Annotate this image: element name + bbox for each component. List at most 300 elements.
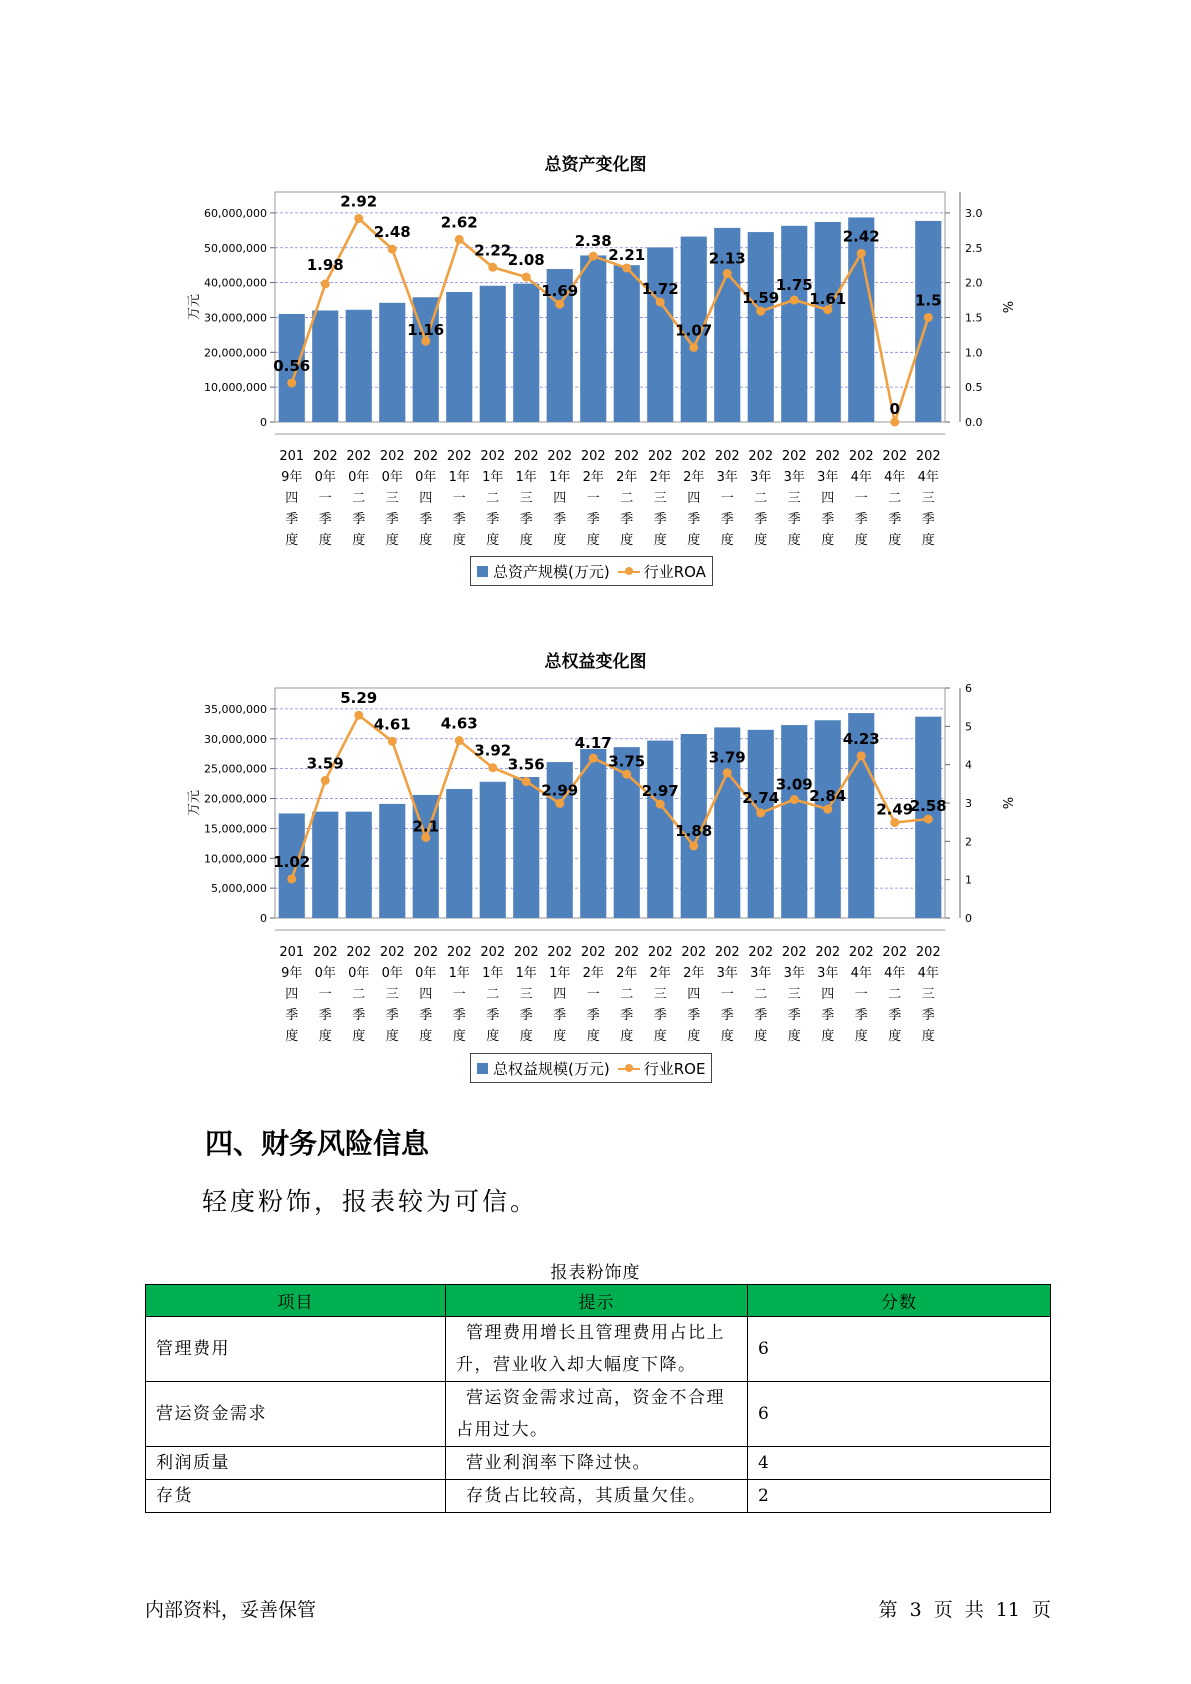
line-point xyxy=(723,269,732,278)
x-tick-label: 度 xyxy=(586,533,600,548)
x-tick-label: 0年 xyxy=(348,470,370,485)
x-tick-label: 202 xyxy=(815,449,841,464)
x-tick-label: 202 xyxy=(379,945,405,960)
section-heading: 四、财务风险信息 xyxy=(205,1127,430,1160)
x-tick-label: 202 xyxy=(413,945,439,960)
y2-tick-label: 2.0 xyxy=(965,276,983,290)
x-tick-label: 202 xyxy=(714,449,740,464)
y-tick-label: 0 xyxy=(260,416,267,429)
x-tick-label: 4年 xyxy=(850,470,872,485)
bar xyxy=(446,292,472,422)
x-tick-label: 一 xyxy=(318,987,332,1002)
x-tick-label: 202 xyxy=(781,449,807,464)
x-tick-label: 202 xyxy=(681,449,707,464)
table-header-row xyxy=(146,1285,1051,1317)
line-point xyxy=(287,378,296,387)
x-tick-label: 度 xyxy=(519,533,533,548)
x-tick-label: 度 xyxy=(754,1029,768,1044)
x-tick-label: 一 xyxy=(854,987,868,1002)
bar xyxy=(647,247,673,422)
x-tick-label: 一 xyxy=(720,987,734,1002)
table-row xyxy=(146,1317,1051,1382)
x-tick-label: 201 xyxy=(279,945,305,960)
x-tick-label: 度 xyxy=(854,1029,868,1044)
data-label: 1.59 xyxy=(742,289,780,308)
bar xyxy=(346,310,372,422)
line-point xyxy=(857,751,866,760)
x-tick-label: 3年 xyxy=(750,966,772,981)
x-tick-label: 季 xyxy=(385,512,399,527)
x-tick-label: 2年 xyxy=(616,966,638,981)
bar xyxy=(781,725,807,918)
x-tick-label: 202 xyxy=(580,449,606,464)
line-point xyxy=(287,874,296,883)
bar xyxy=(346,812,372,918)
x-tick-label: 三 xyxy=(519,491,533,506)
data-label: 4.17 xyxy=(574,734,612,753)
total-assets-legend xyxy=(470,556,713,586)
data-label: 2.49 xyxy=(876,800,914,819)
x-tick-label: 二 xyxy=(620,987,634,1002)
y-tick-label: 25,000,000 xyxy=(204,762,267,776)
x-tick-label: 二 xyxy=(352,491,366,506)
data-label: 2.21 xyxy=(608,245,646,264)
y2-tick-label: 4 xyxy=(965,758,972,772)
x-tick-label: 202 xyxy=(647,945,673,960)
data-label: 1.07 xyxy=(675,321,713,340)
legend-line-label: 行业ROE xyxy=(643,1059,706,1078)
x-tick-label: 3年 xyxy=(817,966,839,981)
x-tick-label: 度 xyxy=(352,533,366,548)
x-tick-label: 二 xyxy=(754,987,768,1002)
x-tick-label: 202 xyxy=(547,945,573,960)
legend-line-label: 行业ROA xyxy=(643,562,706,581)
risk-table xyxy=(145,1284,1051,1513)
row-score: 2 xyxy=(748,1480,1051,1513)
bar xyxy=(580,749,606,918)
y2-tick-label: 1.0 xyxy=(965,346,983,360)
legend-bar-label: 总资产规模(万元) xyxy=(493,562,610,581)
y2-tick-label: 0.0 xyxy=(965,416,983,429)
data-label: 4.61 xyxy=(373,715,411,734)
x-tick-label: 季 xyxy=(285,1008,299,1023)
x-tick-label: 202 xyxy=(815,945,841,960)
x-tick-label: 202 xyxy=(312,449,338,464)
x-tick-label: 0年 xyxy=(381,470,403,485)
x-tick-label: 度 xyxy=(419,1029,433,1044)
data-label: 5.29 xyxy=(340,689,378,708)
x-tick-label: 度 xyxy=(720,533,734,548)
row-hint xyxy=(446,1480,748,1513)
x-tick-label: 度 xyxy=(821,533,835,548)
x-tick-label: 度 xyxy=(285,533,299,548)
x-tick-label: 三 xyxy=(519,987,533,1002)
x-tick-label: 2年 xyxy=(616,470,638,485)
total-equity-legend xyxy=(470,1053,712,1083)
line-point xyxy=(388,245,397,254)
x-tick-label: 季 xyxy=(419,512,433,527)
line-point xyxy=(522,777,531,786)
x-tick-label: 一 xyxy=(452,491,466,506)
x-tick-label: 二 xyxy=(620,491,634,506)
y2-axis-title: % xyxy=(999,300,1014,314)
x-tick-label: 2年 xyxy=(649,966,671,981)
line-point xyxy=(488,263,497,272)
x-tick-label: 季 xyxy=(452,1008,466,1023)
row-score: 6 xyxy=(748,1317,1051,1382)
x-tick-label: 三 xyxy=(787,987,801,1002)
data-label: 4.23 xyxy=(842,729,880,748)
x-tick-label: 季 xyxy=(687,512,701,527)
data-label: 1.16 xyxy=(407,321,445,340)
x-tick-label: 季 xyxy=(821,512,835,527)
x-tick-label: 4年 xyxy=(884,470,906,485)
x-tick-label: 季 xyxy=(687,1008,701,1023)
x-tick-label: 季 xyxy=(486,512,500,527)
x-tick-label: 202 xyxy=(681,945,707,960)
line-point xyxy=(455,736,464,745)
x-tick-label: 202 xyxy=(446,449,472,464)
x-tick-label: 季 xyxy=(821,1008,835,1023)
x-tick-label: 一 xyxy=(318,491,332,506)
hint-line: 升，营业收入却大幅度下降。 xyxy=(456,1355,697,1375)
y-tick-label: 30,000,000 xyxy=(204,311,267,325)
hint-line: 管理费用增长且管理费用占比上 xyxy=(466,1323,725,1343)
line-point xyxy=(823,805,832,814)
x-tick-label: 季 xyxy=(620,512,634,527)
line-point xyxy=(321,776,330,785)
x-tick-label: 季 xyxy=(888,512,902,527)
row-item: 营运资金需求 xyxy=(146,1382,446,1447)
x-tick-label: 度 xyxy=(419,533,433,548)
x-tick-label: 四 xyxy=(419,491,433,506)
y2-tick-label: 3.0 xyxy=(965,206,983,220)
bar xyxy=(748,730,774,918)
x-tick-label: 202 xyxy=(312,945,338,960)
row-hint xyxy=(446,1382,748,1447)
x-tick-label: 四 xyxy=(687,987,701,1002)
data-label: 2.99 xyxy=(541,781,579,800)
table-row xyxy=(146,1480,1051,1513)
x-tick-label: 1年 xyxy=(448,966,470,981)
x-tick-label: 202 xyxy=(748,449,774,464)
bar xyxy=(312,812,338,918)
x-tick-label: 度 xyxy=(318,533,332,548)
x-tick-label: 季 xyxy=(921,1008,935,1023)
y-tick-label: 20,000,000 xyxy=(204,792,267,806)
bar xyxy=(480,286,506,422)
bar xyxy=(848,217,874,422)
x-tick-label: 202 xyxy=(513,945,539,960)
x-tick-label: 度 xyxy=(620,533,634,548)
data-label: 2.38 xyxy=(574,232,612,251)
line-point xyxy=(689,841,698,850)
x-tick-label: 4年 xyxy=(917,470,939,485)
x-tick-label: 季 xyxy=(854,1008,868,1023)
hint-line: 营业利润率下降过快。 xyxy=(466,1453,651,1473)
x-tick-label: 季 xyxy=(553,1008,567,1023)
data-label: 1.02 xyxy=(273,852,311,871)
x-tick-label: 1年 xyxy=(549,470,571,485)
x-tick-label: 一 xyxy=(854,491,868,506)
x-tick-label: 度 xyxy=(921,533,935,548)
data-label: 3.09 xyxy=(775,775,813,794)
x-tick-label: 202 xyxy=(413,449,439,464)
x-tick-label: 四 xyxy=(821,491,835,506)
y-tick-label: 30,000,000 xyxy=(204,732,267,746)
line-point xyxy=(622,263,631,272)
x-tick-label: 202 xyxy=(346,945,372,960)
x-tick-label: 2年 xyxy=(683,966,705,981)
x-tick-label: 二 xyxy=(352,987,366,1002)
data-label: 3.92 xyxy=(474,741,512,760)
data-label: 0 xyxy=(889,400,900,418)
x-tick-label: 季 xyxy=(285,512,299,527)
data-label: 3.75 xyxy=(608,752,646,771)
line-point xyxy=(455,235,464,244)
row-score: 6 xyxy=(748,1382,1051,1447)
y-axis-title: 万元 xyxy=(187,293,202,321)
x-tick-label: 季 xyxy=(318,1008,332,1023)
y-tick-label: 15,000,000 xyxy=(204,822,267,836)
x-tick-label: 度 xyxy=(687,1029,701,1044)
x-tick-label: 度 xyxy=(318,1029,332,1044)
row-hint xyxy=(446,1447,748,1480)
x-tick-label: 202 xyxy=(647,449,673,464)
bar xyxy=(815,720,841,918)
x-tick-label: 202 xyxy=(748,945,774,960)
x-tick-label: 202 xyxy=(714,945,740,960)
bar xyxy=(379,804,405,918)
x-tick-label: 度 xyxy=(653,1029,667,1044)
y-tick-label: 0 xyxy=(260,912,267,925)
x-tick-label: 四 xyxy=(285,491,299,506)
x-tick-label: 度 xyxy=(620,1029,634,1044)
hint-line: 营运资金需求过高，资金不合理 xyxy=(466,1388,725,1408)
y-tick-label: 60,000,000 xyxy=(204,206,267,220)
bar xyxy=(513,284,539,422)
y-tick-label: 5,000,000 xyxy=(211,882,267,896)
data-label: 2.13 xyxy=(708,249,746,268)
x-tick-label: 一 xyxy=(452,987,466,1002)
x-tick-label: 度 xyxy=(553,533,567,548)
data-label: 3.56 xyxy=(507,755,545,774)
x-tick-label: 季 xyxy=(754,512,768,527)
bar xyxy=(647,741,673,918)
data-label: 1.98 xyxy=(306,256,344,274)
data-label: 2.42 xyxy=(842,227,880,246)
x-tick-label: 2年 xyxy=(649,470,671,485)
x-tick-label: 三 xyxy=(921,491,935,506)
y2-tick-label: 2.5 xyxy=(965,241,983,255)
total-equity-chart xyxy=(0,676,1191,1096)
x-tick-label: 202 xyxy=(882,449,908,464)
bar xyxy=(580,255,606,422)
x-tick-label: 度 xyxy=(385,1029,399,1044)
bar xyxy=(748,232,774,422)
x-tick-label: 三 xyxy=(385,491,399,506)
x-tick-label: 202 xyxy=(614,945,640,960)
line-point xyxy=(589,252,598,261)
row-item: 管理费用 xyxy=(146,1317,446,1382)
x-tick-label: 3年 xyxy=(716,470,738,485)
y-tick-label: 10,000,000 xyxy=(204,852,267,866)
bar xyxy=(513,777,539,918)
x-tick-label: 季 xyxy=(754,1008,768,1023)
x-tick-label: 二 xyxy=(754,491,768,506)
bar-swatch-icon xyxy=(477,566,488,577)
hint-line: 存货占比较高，其质量欠佳。 xyxy=(466,1486,707,1506)
x-tick-label: 202 xyxy=(848,449,874,464)
x-tick-label: 季 xyxy=(921,512,935,527)
line-point xyxy=(488,763,497,772)
x-tick-label: 度 xyxy=(653,533,667,548)
x-tick-label: 季 xyxy=(586,1008,600,1023)
x-tick-label: 季 xyxy=(352,512,366,527)
line-swatch-icon xyxy=(618,566,640,577)
x-tick-label: 度 xyxy=(720,1029,734,1044)
y2-tick-label: 1.5 xyxy=(965,311,983,325)
legend-bar-label: 总权益规模(万元) xyxy=(493,1059,610,1078)
x-tick-label: 季 xyxy=(888,1008,902,1023)
data-label: 2.62 xyxy=(440,213,478,232)
hint-line: 占用过大。 xyxy=(456,1420,549,1440)
y2-tick-label: 5 xyxy=(965,720,972,734)
y2-tick-label: 2 xyxy=(965,835,972,849)
x-tick-label: 1年 xyxy=(482,470,504,485)
x-tick-label: 一 xyxy=(586,491,600,506)
data-label: 2.48 xyxy=(373,223,411,242)
x-tick-label: 202 xyxy=(848,945,874,960)
data-label: 4.63 xyxy=(440,714,478,733)
x-tick-label: 202 xyxy=(480,449,506,464)
x-tick-label: 季 xyxy=(653,512,667,527)
x-tick-label: 4年 xyxy=(884,966,906,981)
x-tick-label: 四 xyxy=(821,987,835,1002)
data-label: 3.79 xyxy=(708,748,746,767)
table-caption: 报表粉饰度 xyxy=(550,1263,641,1283)
data-label: 1.75 xyxy=(775,276,813,295)
y-tick-label: 50,000,000 xyxy=(204,241,267,255)
x-tick-label: 202 xyxy=(346,449,372,464)
x-tick-label: 季 xyxy=(586,512,600,527)
x-tick-label: 202 xyxy=(513,449,539,464)
line-point xyxy=(656,298,665,307)
data-label: 2.84 xyxy=(809,787,847,806)
x-tick-label: 2年 xyxy=(582,966,604,981)
x-tick-label: 季 xyxy=(519,1008,533,1023)
bar xyxy=(480,782,506,918)
x-tick-label: 季 xyxy=(720,512,734,527)
x-tick-label: 度 xyxy=(888,1029,902,1044)
x-tick-label: 1年 xyxy=(482,966,504,981)
data-label: 3.59 xyxy=(306,754,344,773)
x-tick-label: 三 xyxy=(921,987,935,1002)
x-tick-label: 3年 xyxy=(750,470,772,485)
footer-confidential: 内部资料，妥善保管 xyxy=(145,1599,317,1621)
y2-tick-label: 3 xyxy=(965,797,972,810)
data-label: 2.92 xyxy=(340,192,378,211)
data-label: 1.61 xyxy=(809,289,847,308)
x-tick-label: 3年 xyxy=(783,966,805,981)
x-tick-label: 0年 xyxy=(314,966,336,981)
x-tick-label: 0年 xyxy=(415,470,437,485)
x-tick-label: 四 xyxy=(553,491,567,506)
x-tick-label: 三 xyxy=(385,987,399,1002)
risk-summary: 轻度粉饰，报表较为可信。 xyxy=(202,1187,539,1216)
x-tick-label: 季 xyxy=(787,1008,801,1023)
x-tick-label: 季 xyxy=(553,512,567,527)
y-tick-label: 40,000,000 xyxy=(204,276,267,290)
footer-page-number: 第 3 页 共 11 页 xyxy=(878,1599,1051,1621)
x-tick-label: 0年 xyxy=(314,470,336,485)
data-label: 2.22 xyxy=(474,241,512,260)
line-point xyxy=(689,343,698,352)
x-tick-label: 度 xyxy=(452,533,466,548)
x-tick-label: 四 xyxy=(419,987,433,1002)
x-tick-label: 0年 xyxy=(415,966,437,981)
x-tick-label: 201 xyxy=(279,449,305,464)
data-label: 1.5 xyxy=(914,291,942,310)
x-tick-label: 季 xyxy=(318,512,332,527)
line-point xyxy=(555,799,564,808)
x-tick-label: 季 xyxy=(620,1008,634,1023)
line-point xyxy=(622,770,631,779)
x-tick-label: 3年 xyxy=(783,470,805,485)
line-point xyxy=(756,808,765,817)
x-tick-label: 1年 xyxy=(515,966,537,981)
x-tick-label: 三 xyxy=(787,491,801,506)
line-point xyxy=(522,273,531,282)
x-tick-label: 度 xyxy=(921,1029,935,1044)
x-tick-label: 202 xyxy=(614,449,640,464)
x-tick-label: 9年 xyxy=(281,966,303,981)
x-tick-label: 202 xyxy=(446,945,472,960)
bar xyxy=(781,226,807,422)
x-tick-label: 四 xyxy=(553,987,567,1002)
x-tick-label: 二 xyxy=(888,491,902,506)
x-tick-label: 度 xyxy=(586,1029,600,1044)
x-tick-label: 度 xyxy=(553,1029,567,1044)
line-point xyxy=(321,280,330,289)
x-tick-label: 季 xyxy=(653,1008,667,1023)
x-tick-label: 度 xyxy=(486,533,500,548)
x-tick-label: 季 xyxy=(787,512,801,527)
bar xyxy=(815,222,841,422)
row-item: 利润质量 xyxy=(146,1447,446,1480)
x-tick-label: 度 xyxy=(452,1029,466,1044)
x-tick-label: 一 xyxy=(720,491,734,506)
line-point xyxy=(890,418,899,427)
x-tick-label: 度 xyxy=(821,1029,835,1044)
data-label: 2.58 xyxy=(909,797,947,816)
line-point xyxy=(790,795,799,804)
x-tick-label: 度 xyxy=(888,533,902,548)
x-tick-label: 9年 xyxy=(281,470,303,485)
chart-title-total-assets: 总资产变化图 xyxy=(544,155,647,175)
x-tick-label: 202 xyxy=(480,945,506,960)
x-tick-label: 度 xyxy=(687,533,701,548)
x-tick-label: 1年 xyxy=(549,966,571,981)
x-tick-label: 度 xyxy=(854,533,868,548)
x-tick-label: 202 xyxy=(379,449,405,464)
x-tick-label: 三 xyxy=(653,491,667,506)
line-point xyxy=(790,296,799,305)
x-tick-label: 季 xyxy=(720,1008,734,1023)
x-tick-label: 1年 xyxy=(515,470,537,485)
line-point xyxy=(890,818,899,827)
x-tick-label: 202 xyxy=(580,945,606,960)
